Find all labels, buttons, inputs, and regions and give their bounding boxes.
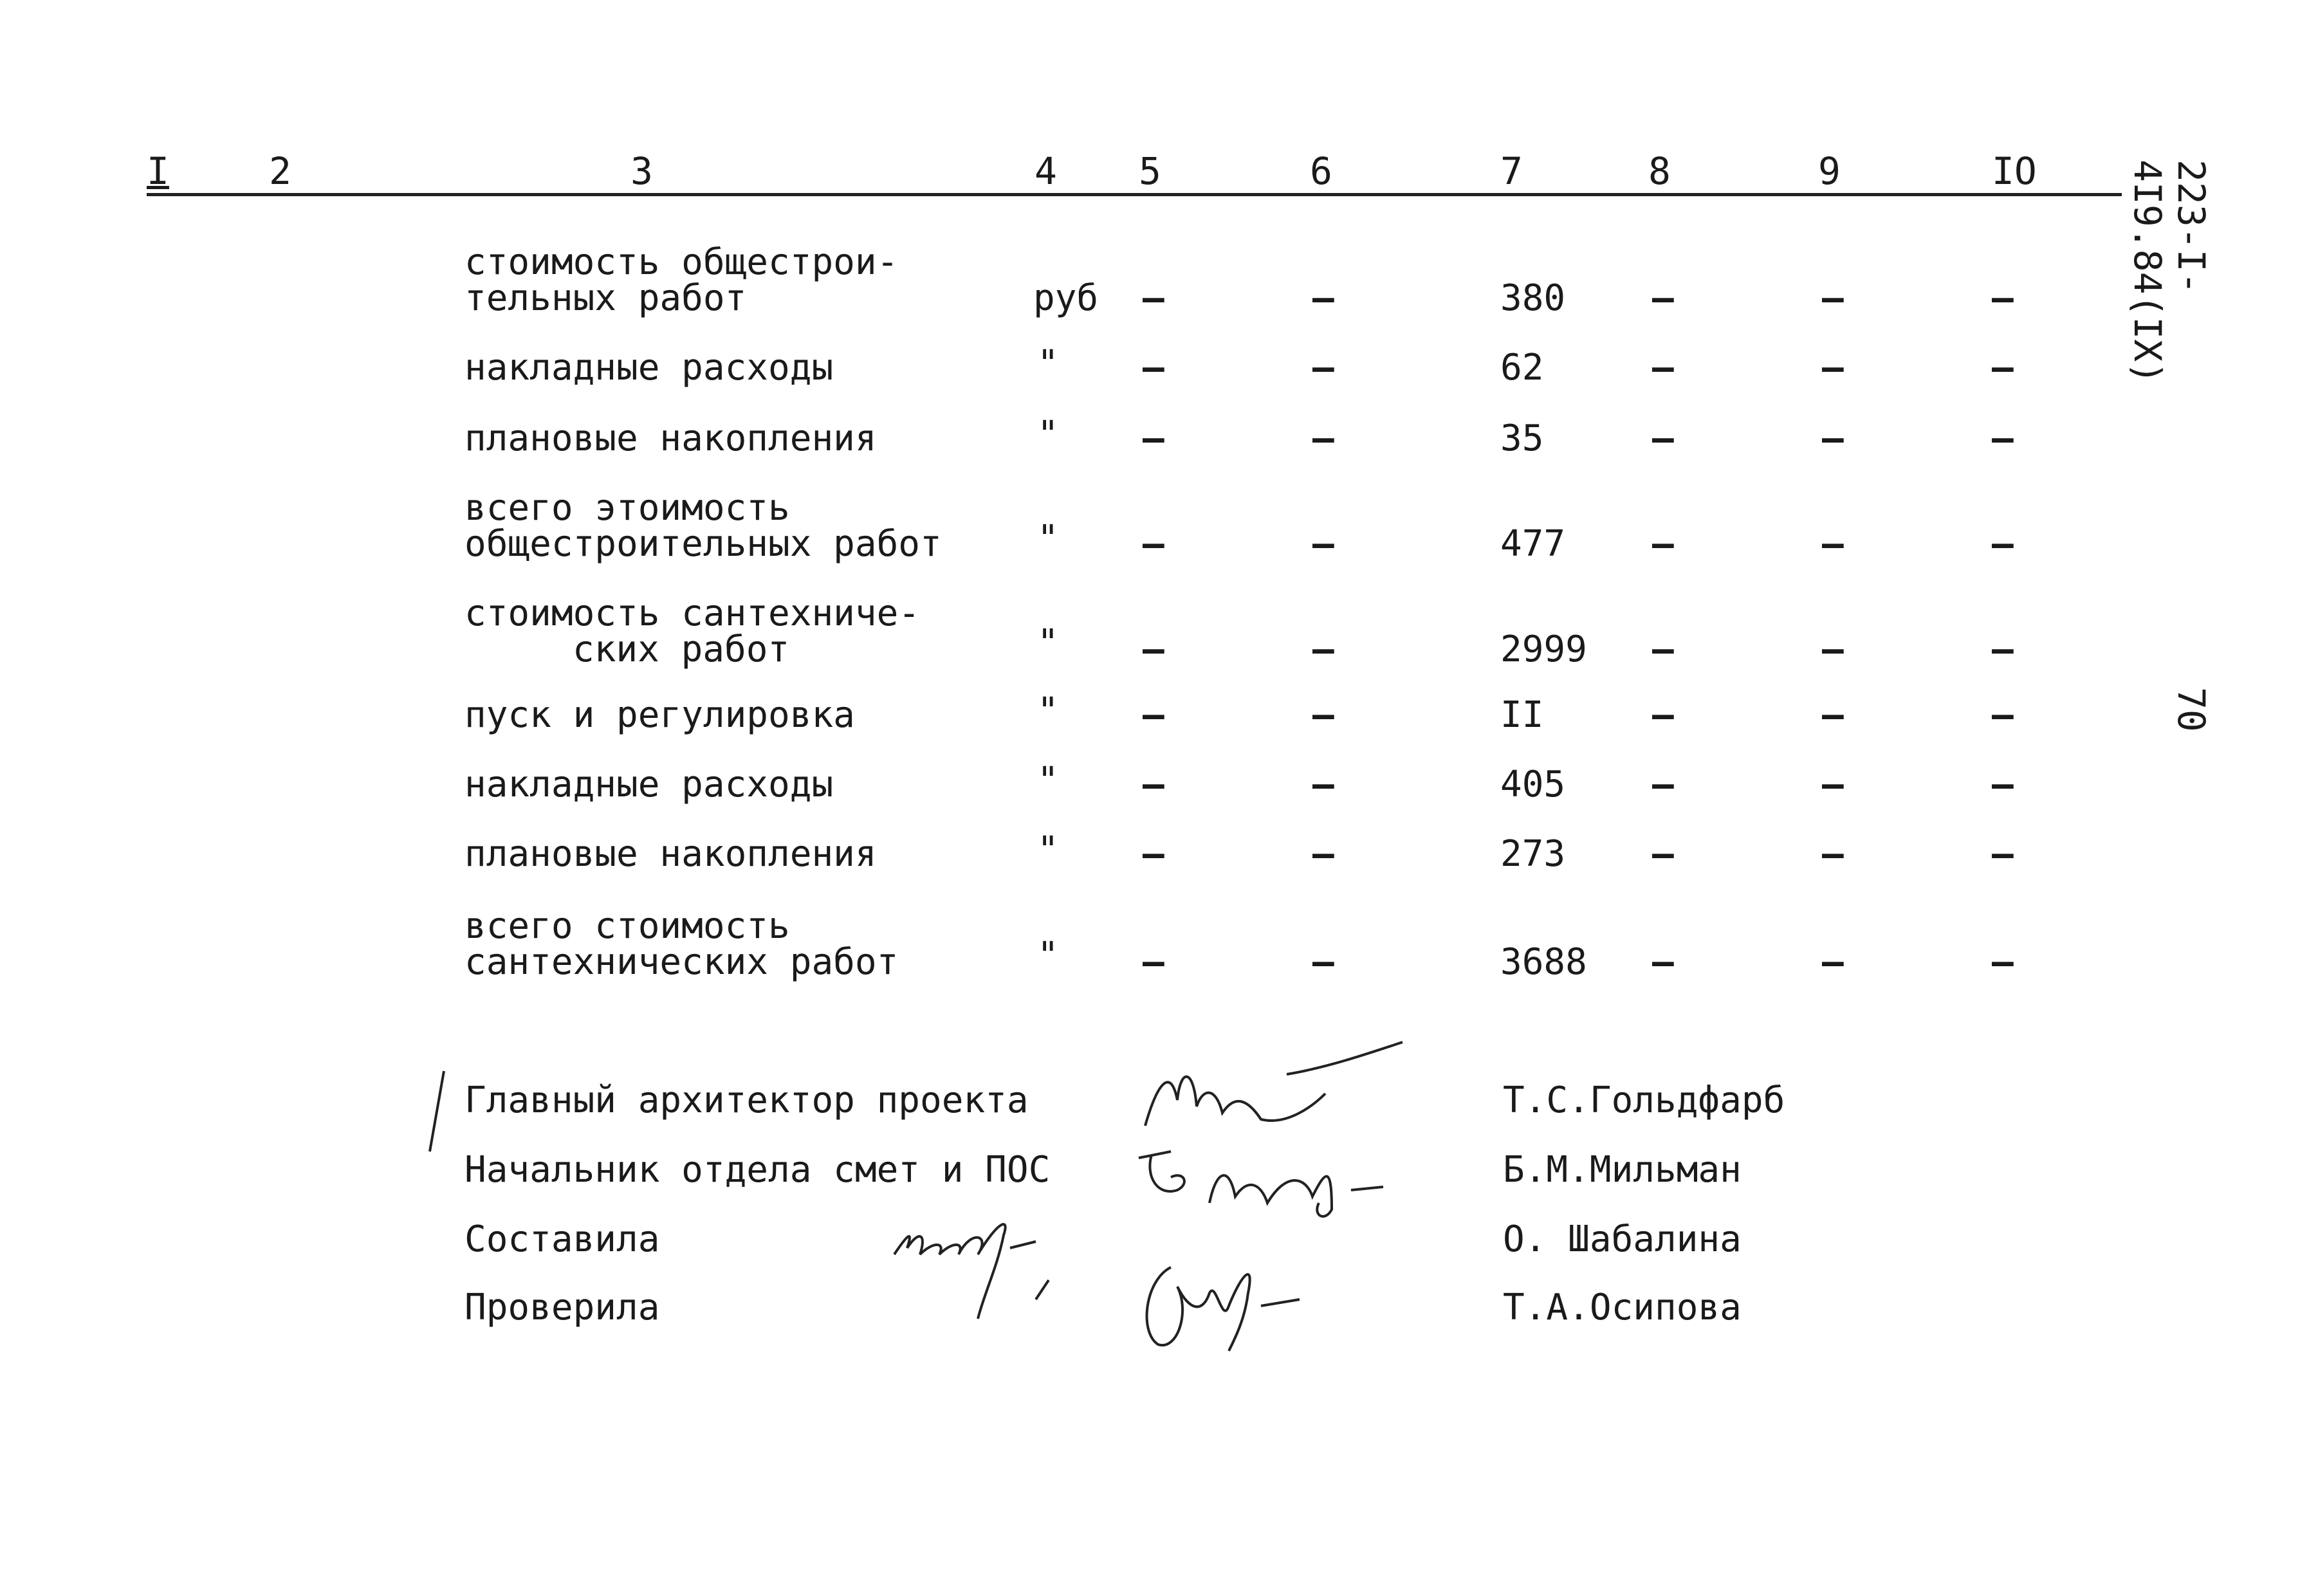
cell-c10: – [1992, 523, 2014, 565]
cell-c5: – [1143, 764, 1164, 805]
row-label-line1: пуск и регулировка [465, 694, 855, 736]
cell-c8: – [1652, 523, 1674, 565]
cell-c5: – [1143, 417, 1164, 459]
col-header-9: 9 [1818, 149, 1841, 193]
table-row [0, 343, 2123, 389]
table-row [0, 414, 2123, 459]
col-header-10: IO [1992, 149, 2037, 193]
row-label-line1: накладные расходы [465, 347, 834, 389]
handwritten-signature [1132, 1029, 1428, 1145]
row-unit: " [1037, 935, 1059, 977]
cell-c8: – [1652, 277, 1674, 319]
row-label-line2: общестроительных работ [465, 523, 942, 565]
col-header-1: I [147, 149, 169, 193]
col-header-6: 6 [1310, 149, 1332, 193]
row-label-line1: накладные расходы [465, 764, 834, 805]
signature-role: Составила [465, 1218, 660, 1260]
cell-c10: – [1992, 833, 2014, 875]
signature-name: О. Шабалина [1503, 1218, 1742, 1260]
cell-c5: – [1143, 523, 1164, 565]
cell-c10: – [1992, 417, 2014, 459]
cell-c9: – [1822, 694, 1844, 736]
cell-c9: – [1822, 523, 1844, 565]
cell-c8: – [1652, 628, 1674, 670]
row-label-line2: сантехнических работ [465, 941, 899, 983]
row-label-line1: всего этоимость [465, 487, 790, 529]
cell-c8: – [1652, 941, 1674, 983]
cell-c5: – [1143, 694, 1164, 736]
signature-name: Т.А.Осипова [1503, 1287, 1742, 1328]
cell-c10: – [1992, 694, 2014, 736]
cell-c6: – [1312, 764, 1334, 805]
cell-c5: – [1143, 833, 1164, 875]
col-header-7: 7 [1500, 149, 1523, 193]
row-unit: " [1037, 622, 1059, 664]
table-row [0, 487, 2123, 567]
signature-name: Т.С.Гольдфарб [1503, 1079, 1785, 1121]
row-label-line1: плановые накопления [465, 833, 877, 875]
cell-c10: – [1992, 347, 2014, 389]
cell-c10: – [1992, 941, 2014, 983]
cell-c8: – [1652, 417, 1674, 459]
cell-c5: – [1143, 277, 1164, 319]
cell-c6: – [1312, 347, 1334, 389]
cell-c6: – [1312, 694, 1334, 736]
signature-role: Начальник отдела смет и ПОС [465, 1149, 1051, 1191]
col-header-2: 2 [269, 149, 291, 193]
cell-c7: 3688 [1500, 941, 1587, 983]
cell-c6: – [1312, 523, 1334, 565]
cell-c10: – [1992, 764, 2014, 805]
cell-c7: II [1500, 694, 1544, 736]
signature-name: Б.М.Мильман [1503, 1149, 1742, 1191]
signature-role: Главный архитектор проекта [465, 1079, 1029, 1121]
row-unit: " [1037, 518, 1059, 560]
table-row [0, 905, 2123, 986]
table-row [0, 592, 2123, 673]
row-unit: руб [1033, 277, 1099, 319]
row-unit: " [1037, 690, 1059, 732]
page-number: 70 [2169, 687, 2213, 732]
cell-c7: 2999 [1500, 628, 1587, 670]
row-label-line2: тельных работ [465, 277, 747, 319]
cell-c9: – [1822, 417, 1844, 459]
cell-c8: – [1652, 764, 1674, 805]
row-unit: " [1037, 829, 1059, 871]
cell-c10: – [1992, 277, 2014, 319]
table-row [0, 241, 2123, 322]
row-label-line1: стоимость сантехниче- [465, 592, 921, 634]
table-row [0, 690, 2123, 736]
cell-c7: 62 [1500, 347, 1544, 389]
col-header-8: 8 [1648, 149, 1671, 193]
col-header-4: 4 [1035, 149, 1057, 193]
cell-c7: 477 [1500, 523, 1566, 565]
cell-c5: – [1143, 941, 1164, 983]
cell-c9: – [1822, 347, 1844, 389]
table-row [0, 760, 2123, 805]
cell-c9: – [1822, 833, 1844, 875]
signature-role: Проверила [465, 1287, 660, 1328]
row-unit: " [1037, 343, 1059, 385]
cell-c6: – [1312, 417, 1334, 459]
cell-c6: – [1312, 277, 1334, 319]
cell-c9: – [1822, 628, 1844, 670]
row-label-line1: всего стоимость [465, 905, 790, 947]
cell-c10: – [1992, 628, 2014, 670]
handwritten-signature [881, 1190, 1152, 1357]
margin-stroke [425, 1068, 450, 1158]
handwritten-signature [1132, 1242, 1338, 1357]
col-header-3: 3 [630, 149, 653, 193]
cell-c6: – [1312, 941, 1334, 983]
cell-c5: – [1143, 628, 1164, 670]
header-rule [147, 193, 2122, 196]
cell-c7: 273 [1500, 833, 1566, 875]
row-label-line2: ских работ [573, 628, 790, 670]
cell-c8: – [1652, 833, 1674, 875]
cell-c7: 35 [1500, 417, 1544, 459]
cell-c8: – [1652, 347, 1674, 389]
cell-c8: – [1652, 694, 1674, 736]
cell-c7: 405 [1500, 764, 1566, 805]
row-unit: " [1037, 760, 1059, 802]
cell-c7: 380 [1500, 277, 1566, 319]
cell-c6: – [1312, 628, 1334, 670]
cell-c6: – [1312, 833, 1334, 875]
col-header-5: 5 [1139, 149, 1161, 193]
cell-c9: – [1822, 941, 1844, 983]
handwritten-signature [1119, 1132, 1428, 1222]
cell-c9: – [1822, 277, 1844, 319]
table-row [0, 829, 2123, 875]
row-label-line1: стоимость общестрои- [465, 241, 899, 283]
row-unit: " [1037, 414, 1059, 455]
cell-c5: – [1143, 347, 1164, 389]
row-label-line1: плановые накопления [465, 417, 877, 459]
cell-c9: – [1822, 764, 1844, 805]
document-code: 223-I-4I9.84(IX) [2126, 160, 2213, 385]
